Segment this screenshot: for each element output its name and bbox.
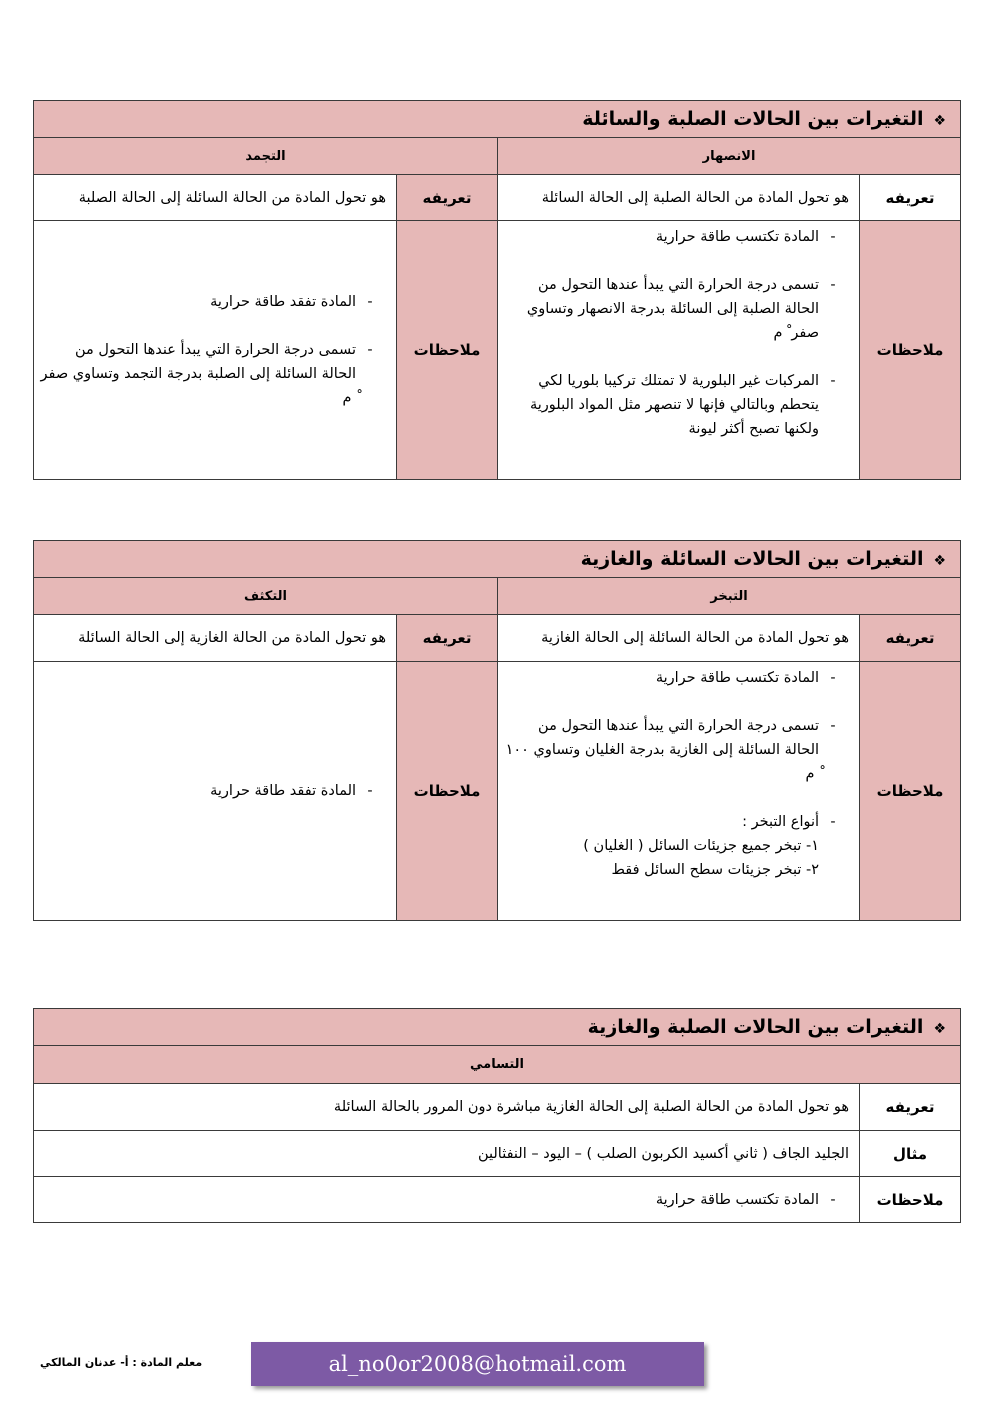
section-title: ❖التغيرات بين الحالات الصلبة والسائلة — [34, 101, 961, 138]
evaporation-type: ٢- تبخر جزيئات سطح السائل فقط — [611, 862, 820, 878]
notes-label: ملاحظات — [860, 221, 961, 480]
note-item: - المادة تكتسب طاقة حرارية — [655, 1191, 836, 1208]
section-title: ❖التغيرات بين الحالات الصلبة والغازية — [34, 1009, 961, 1046]
note-item: - المادة تفقد طاقة حرارية — [210, 783, 373, 799]
note-item: - المركبات غير البلورية لا تمتلك تركيبا بلوريا لكي يتحطم وبالتالي فإنها لا تنصهر مثل المواد البلورية ولكنها تصبح أكثر ليونة — [530, 373, 836, 437]
notes-label: ملاحظات — [860, 1177, 961, 1223]
example-label: مثال — [860, 1131, 961, 1177]
condensation-definition: هو تحول المادة من الحالة الغازية إلى الحالة السائلة — [34, 615, 397, 662]
freezing-notes — [34, 221, 397, 480]
star-bullet-icon: ❖ — [933, 553, 947, 569]
melting-definition: هو تحول المادة من الحالة الصلبة إلى الحالة السائلة — [498, 175, 860, 221]
sublimation-definition: هو تحول المادة من الحالة الصلبة إلى الحالة الغازية مباشرة دون المرور بالحالة السائلة — [34, 1084, 860, 1131]
condensation-heading: التكثف — [34, 578, 498, 615]
note-item: - أنواع التبخر : — [742, 814, 836, 830]
section-liquid-gas — [33, 540, 961, 921]
melting-heading: الانصهار — [498, 138, 961, 175]
melting-notes — [498, 221, 860, 480]
star-bullet-icon: ❖ — [933, 113, 947, 129]
definition-label: تعريفه — [397, 175, 498, 221]
notes-label: ملاحظات — [860, 662, 961, 921]
sublimation-heading: التسامي — [34, 1046, 961, 1084]
sublimation-notes — [34, 1177, 860, 1223]
sublimation-example: الجليد الجاف ( ثاني أكسيد الكربون الصلب ) – اليود – النفثالين — [34, 1131, 860, 1177]
section-solid-gas — [33, 1008, 961, 1223]
note-item: - المادة تكتسب طاقة حرارية — [655, 670, 836, 686]
evaporation-type: ١- تبخر جميع جزيئات السائل ( الغليان ) — [583, 838, 820, 854]
definition-label: تعريفه — [860, 1084, 961, 1131]
evaporation-definition: هو تحول المادة من الحالة السائلة إلى الحالة الغازية — [498, 615, 860, 662]
star-bullet-icon: ❖ — [933, 1021, 947, 1037]
email-banner: al_no0or2008@hotmail.com — [251, 1342, 704, 1386]
definition-label: تعريفه — [397, 615, 498, 662]
evaporation-heading: التبخر — [498, 578, 961, 615]
definition-label: تعريفه — [860, 615, 961, 662]
note-item: - تسمى درجة الحرارة التي يبدأ عندها التحول من الحالة السائلة إلى الغازية بدرجة الغليان وتساوي ١٠٠ ْ م — [505, 718, 836, 782]
condensation-notes — [34, 662, 397, 921]
note-item: - تسمى درجة الحرارة التي يبدأ عندها التحول من الحالة الصلبة إلى السائلة بدرجة الانصهار وتساوي صفر ْ م — [526, 277, 836, 341]
definition-label: تعريفه — [860, 175, 961, 221]
section-title: ❖التغيرات بين الحالات السائلة والغازية — [34, 541, 961, 578]
evaporation-notes — [498, 662, 860, 921]
note-item: - المادة تكتسب طاقة حرارية — [655, 229, 836, 245]
section-solid-liquid — [33, 100, 961, 480]
note-item: - المادة تفقد طاقة حرارية — [210, 294, 373, 310]
notes-label: ملاحظات — [397, 221, 498, 480]
note-item: - تسمى درجة الحرارة التي يبدأ عندها التحول من الحالة السائلة إلى الصلبة بدرجة التجمد وتساوي صفر ْ م — [40, 342, 373, 406]
notes-label: ملاحظات — [397, 662, 498, 921]
teacher-name: معلم المادة : أ- عدنان المالكي — [40, 1356, 203, 1369]
freezing-heading: التجمد — [34, 138, 498, 175]
freezing-definition: هو تحول المادة من الحالة السائلة إلى الحالة الصلبة — [34, 175, 397, 221]
